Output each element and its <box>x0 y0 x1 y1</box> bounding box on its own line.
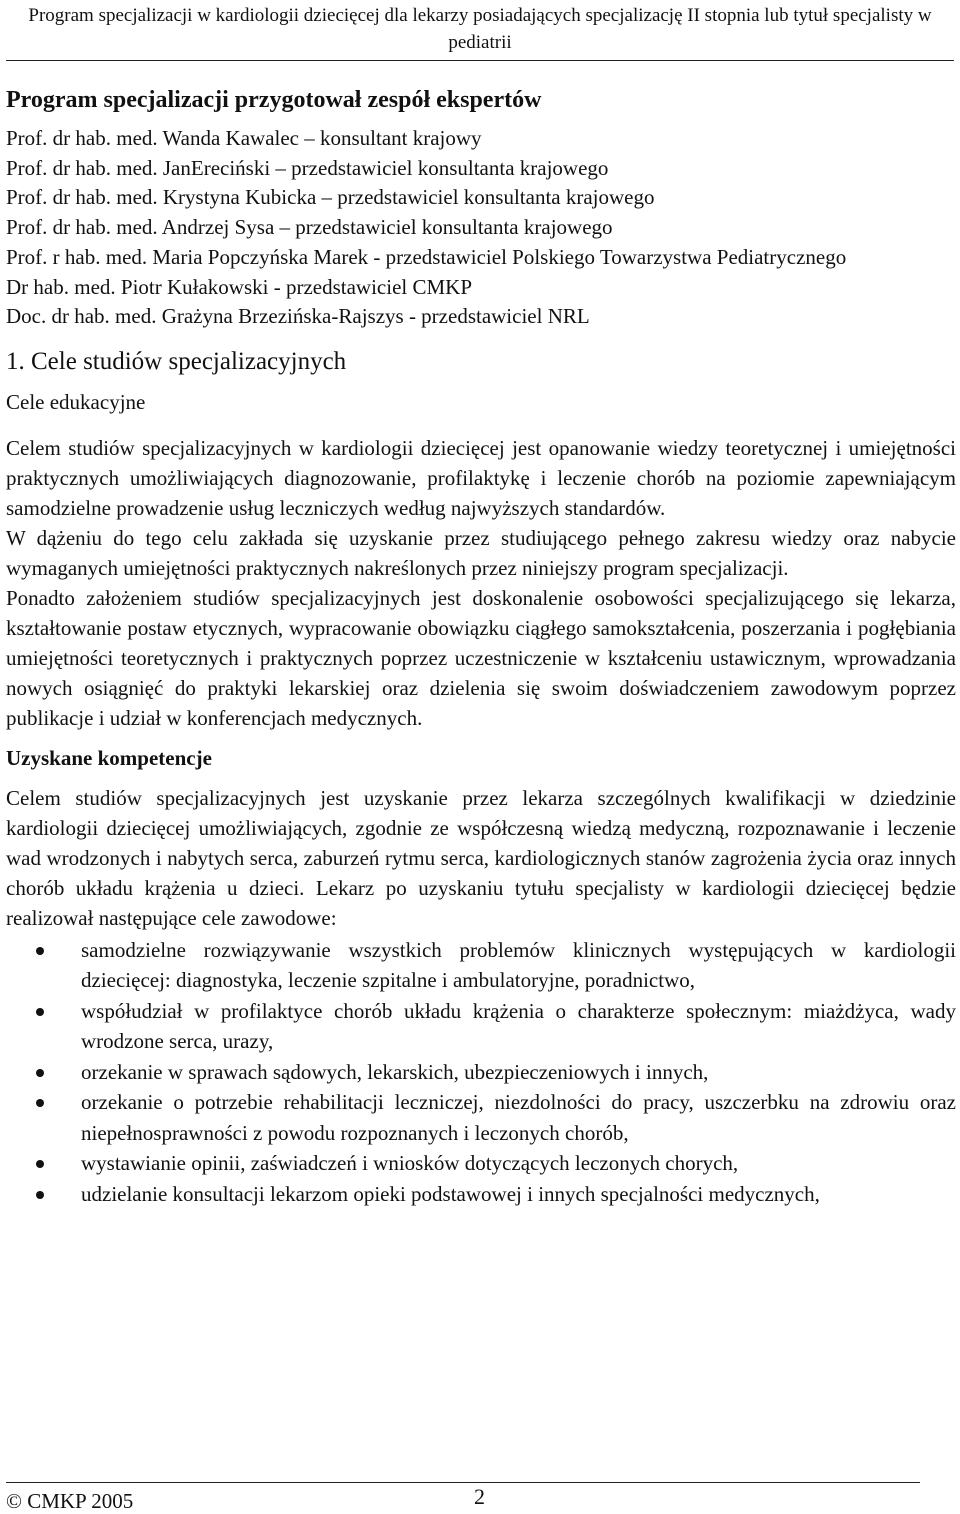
list-item-text: samodzielne rozwiązywanie wszystkich problemów klinicznych występujących w kardiologii dziecięcej: diagnostyka, leczenie szpitalne i ambulatoryjne, poradnictwo, <box>81 937 956 993</box>
page-number: 2 <box>474 1484 485 1509</box>
running-header: Program specjalizacji w kardiologii dziecięcej dla lekarzy posiadających specjalizację II stopnia lub tytuł specjalisty w pediatrii <box>6 0 954 61</box>
list-item <box>6 935 956 996</box>
list-item-text: udzielanie konsultacji lekarzom opieki podstawowej i innych specjalności medycznych, <box>81 1181 820 1206</box>
bullet-icon <box>36 947 44 955</box>
bullet-icon <box>36 1099 44 1107</box>
list-item <box>6 1148 956 1179</box>
bullet-icon <box>36 1160 44 1168</box>
bullet-icon <box>36 1191 44 1199</box>
list-item-text: wystawianie opinii, zaświadczeń i wniosków dotyczących leczonych chorych, <box>81 1151 739 1176</box>
educational-goals-heading: Cele edukacyjne <box>6 389 146 414</box>
expert-item: Prof. dr hab. med. JanEreciński – przedstawiciel konsultanta krajowego <box>6 155 609 180</box>
bullet-icon <box>36 1069 44 1077</box>
competences-heading: Uzyskane kompetencje <box>6 745 212 770</box>
expert-item: Prof. r hab. med. Maria Popczyńska Marek - przedstawiciel Polskiego Towarzystwa Pediatrycznego <box>6 244 847 269</box>
experts-heading: Program specjalizacji przygotował zespół ekspertów <box>6 87 542 113</box>
paragraph: Celem studiów specjalizacyjnych w kardiologii dziecięcej jest opanowanie wiedzy teoretycznej i umiejętności praktycznych umożliwiających diagnozowanie, profilaktykę i leczenie chorób na poziomie zapewniającym samodzielne prowadzenie usług leczniczych według najwyższych standardów. <box>6 435 956 520</box>
paragraph: W dążeniu do tego celu zakłada się uzyskanie przez studiującego pełnego zakresu wiedzy oraz nabycie wymaganych umiejętności praktycznych nakreślonych przez niniejszy program specjalizacji. <box>6 525 956 580</box>
footer-divider <box>6 1482 920 1483</box>
list-item <box>6 1087 956 1148</box>
list-item <box>6 1179 956 1210</box>
document-page <box>6 0 956 1209</box>
experts-list <box>6 124 956 332</box>
expert-item: Dr hab. med. Piotr Kułakowski - przedstawiciel CMKP <box>6 274 473 299</box>
list-item-text: orzekanie w sprawach sądowych, lekarskich, ubezpieczeniowych i innych, <box>81 1059 709 1084</box>
list-item-text: orzekanie o potrzebie rehabilitacji leczniczej, niezdolności do pracy, uszczerbku na zdrowiu oraz niepełnosprawności z powodu rozpoznanych i leczonych chorób, <box>81 1090 956 1145</box>
section-title: 1. Cele studiów specjalizacyjnych <box>6 347 347 375</box>
paragraph: Celem studiów specjalizacyjnych jest uzyskanie przez lekarza szczególnych kwalifikacji w dziedzinie kardiologii dziecięcej umożliwiających, zgodnie ze współczesną wiedzą medyczną, rozpoznawanie i leczenie wad wrodzonych i nabytych serca, zaburzeń rytmu serca, kardiologicznych stanów zagrożenia życia oraz innych chorób układu krążenia u dzieci. Lekarz po uzyskaniu tytułu specjalisty w kardiologii dziecięcej będzie realizował następujące cele zawodowe: <box>6 785 956 930</box>
expert-item: Prof. dr hab. med. Wanda Kawalec – konsultant krajowy <box>6 126 482 150</box>
bullet-icon <box>36 1008 44 1016</box>
expert-item: Doc. dr hab. med. Grażyna Brzezińska-Rajszys - przedstawiciel NRL <box>6 304 590 329</box>
list-item <box>6 996 956 1057</box>
expert-item: Prof. dr hab. med. Andrzej Sysa – przedstawiciel konsultanta krajowego <box>6 215 613 240</box>
list-item-text: współudział w profilaktyce chorób układu krążenia o charakterze społecznym: miażdżyca, wady wrodzone serca, urazy, <box>81 998 956 1054</box>
paragraph: Ponadto założeniem studiów specjalizacyjnych jest doskonalenie osobowości specjalizującego się lekarza, kształtowanie postaw etycznych, wypracowanie obowiązku ciągłego samokształcenia, poszerzania i pogłębiania umiejętności teoretycznych i praktycznych poprzez uczestniczenie w kształceniu ustawicznym, wprowadzania nowych osiągnięć do praktyki lekarskiej oraz dzielenia się swoim doświadczeniem zawodowym poprzez publikacje i udział w konferencjach medycznych. <box>6 585 956 730</box>
list-item <box>6 1057 956 1088</box>
footer-copyright: © CMKP 2005 <box>6 1489 134 1513</box>
professional-goals-list <box>6 935 956 1210</box>
expert-item: Prof. dr hab. med. Krystyna Kubicka – przedstawiciel konsultanta krajowego <box>6 185 655 210</box>
